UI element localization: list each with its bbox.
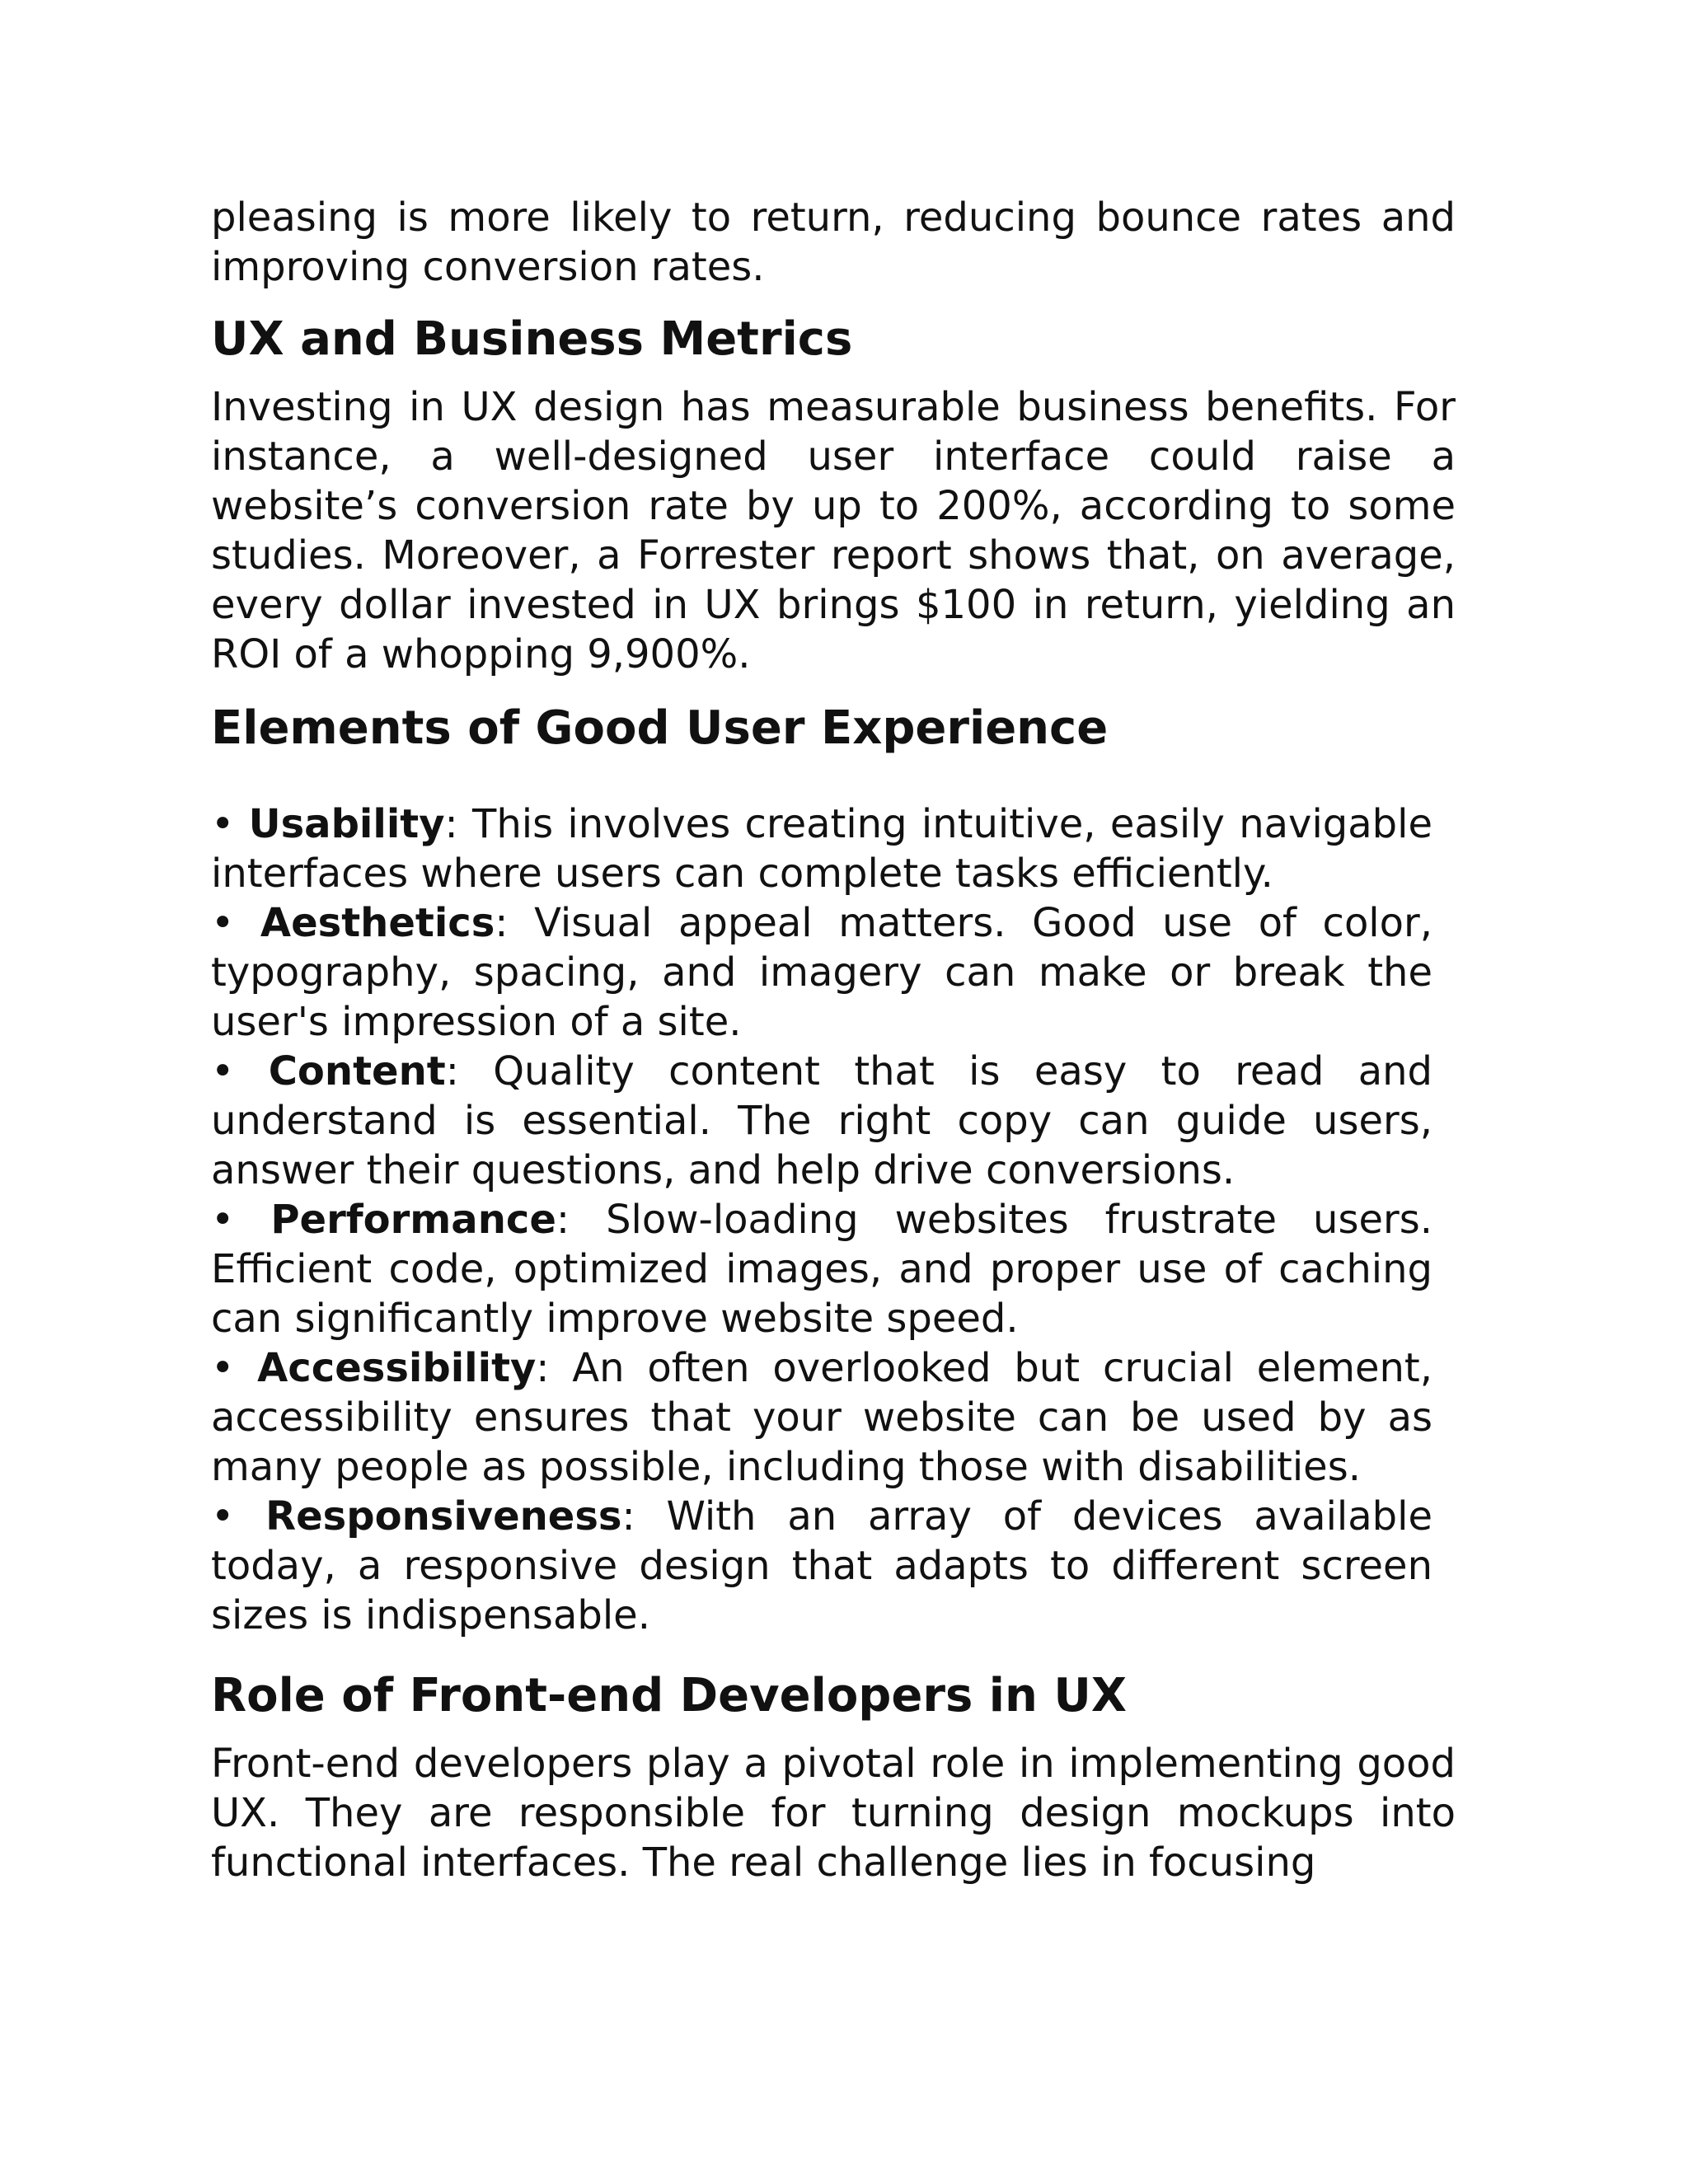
item-term: Aesthetics	[260, 900, 495, 946]
list-item	[211, 1492, 1432, 1640]
heading-ux-business-metrics: UX and Business Metrics	[211, 312, 853, 366]
document-page	[211, 193, 1456, 1887]
item-term: Accessibility	[257, 1345, 537, 1391]
list-item	[211, 1343, 1432, 1492]
list-item	[211, 898, 1432, 1047]
bullet-icon: •	[211, 1493, 235, 1540]
item-description: : This involves creating intuitive, easily navigable interfaces where users can complete tasks efficiently.	[211, 801, 1432, 897]
role-paragraph: Front-end developers play a pivotal role in implementing good UX. They are responsible for turning design mockups into functional interfaces. The real challenge lies in focusing	[211, 1741, 1456, 1886]
item-description: : An often overlooked but crucial element, accessibility ensures that your website can be used by as many people as possible, including those with disabilities.	[211, 1345, 1432, 1490]
metrics-paragraph: Investing in UX design has measurable business benefits. For instance, a well-designed user interface could raise a website’s conversion rate by up to 200%, according to some studies. Moreover, a Forrester report shows that, on average, every dollar invested in UX brings $100 in return, yielding an ROI of a whopping 9,900%.	[211, 384, 1456, 677]
item-description: : With an array of devices available today, a responsive design that adapts to different screen sizes is indispensable.	[211, 1493, 1432, 1638]
bullet-icon: •	[211, 1345, 235, 1391]
item-description: : Visual appeal matters. Good use of color, typography, spacing, and imagery can make or break the user's impression of a site.	[211, 900, 1433, 1045]
heading-elements-good-ux: Elements of Good User Experience	[211, 701, 1109, 755]
bullet-icon: •	[211, 1197, 235, 1243]
bullet-icon: •	[211, 900, 235, 946]
item-description: : Quality content that is easy to read and understand is essential. The right copy can guide users, answer their questions, and help drive conversions.	[211, 1048, 1432, 1193]
intro-paragraph: pleasing is more likely to return, reducing bounce rates and improving conversion rates.	[211, 194, 1456, 290]
item-term: Content	[268, 1048, 446, 1094]
item-term: Responsiveness	[265, 1493, 622, 1540]
heading-role-frontend: Role of Front-end Developers in UX	[211, 1669, 1128, 1722]
list-item	[211, 799, 1432, 898]
bullet-icon: •	[211, 1048, 235, 1094]
item-description: : Slow-loading websites frustrate users. Efficient code, optimized images, and proper use of caching can significantly improve website speed.	[211, 1197, 1432, 1342]
elements-bullet-list	[211, 799, 1432, 1640]
item-term: Usability	[248, 801, 445, 847]
list-item	[211, 1195, 1432, 1343]
bullet-icon: •	[211, 801, 235, 847]
list-item	[211, 1047, 1432, 1195]
item-term: Performance	[270, 1197, 556, 1243]
